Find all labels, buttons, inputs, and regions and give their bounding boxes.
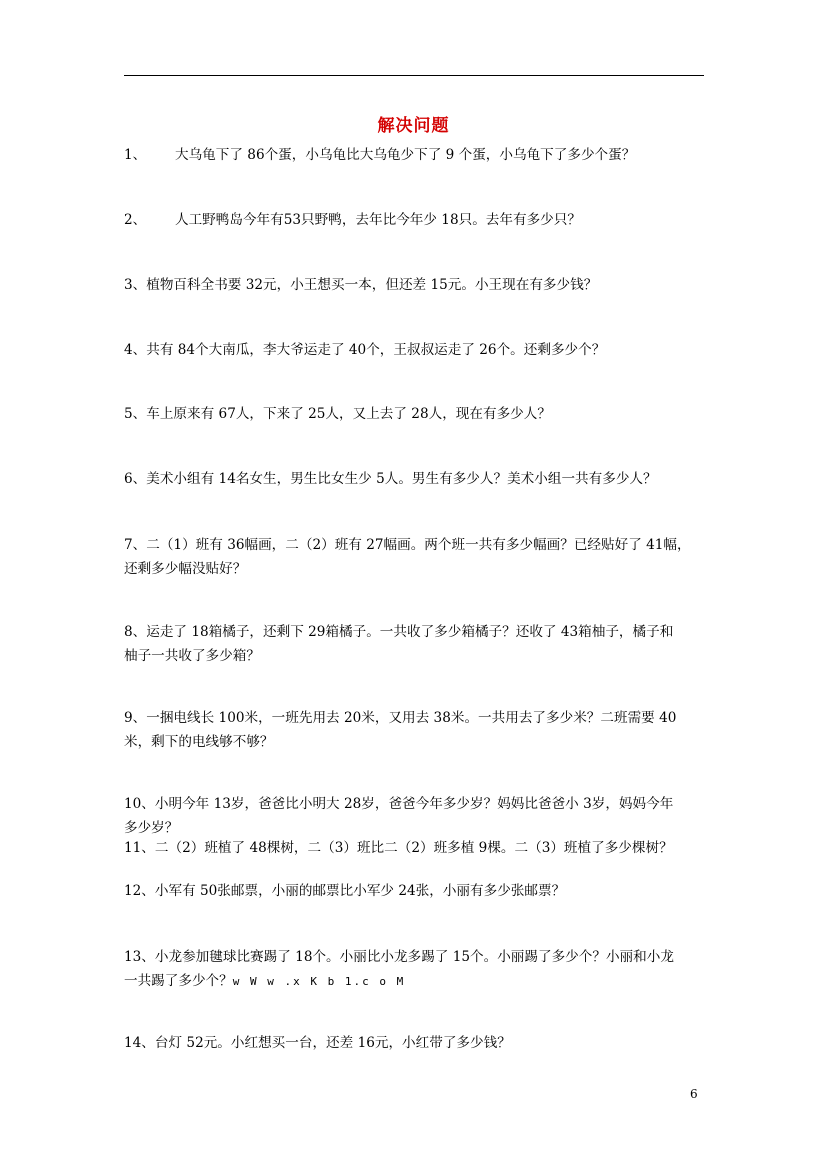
- question-line: [124, 1031, 706, 1055]
- question-line: [124, 143, 706, 167]
- question-line: [124, 706, 706, 730]
- question-text: 大乌龟下了 86个蛋，小乌龟比大乌龟少下了 9 个蛋，小乌龟下了多少个蛋？: [175, 147, 636, 163]
- question-text: 还剩多少幅没贴好？: [124, 561, 247, 577]
- question-text: 小龙参加毽球比赛踢了 18个。小丽比小龙多踢了 15个。小丽踢了多少个？小丽和小龙: [154, 949, 674, 965]
- question-1: [124, 143, 706, 167]
- question-text: 人工野鸭岛今年有53只野鸭，去年比今年少 18只。去年有多少只？: [175, 212, 581, 228]
- question-text: 一捆电线长 100米，一班先用去 20米，又用去 38米。一共用去了多少米？二班需要 40: [146, 710, 677, 726]
- question-number: 10、: [124, 796, 155, 812]
- question-14: [124, 1031, 706, 1055]
- question-text: 米，剩下的电线够不够？: [124, 734, 274, 750]
- question-text: 多少岁？: [124, 820, 179, 836]
- question-number: 7、: [124, 537, 147, 553]
- question-12: [124, 879, 706, 903]
- question-text: 运走了 18箱橘子，还剩下 29箱橘子。一共收了多少箱橘子？还收了 43箱柚子，橘子和: [146, 624, 674, 640]
- question-line: [124, 945, 706, 969]
- question-line: [124, 730, 706, 754]
- question-line: [124, 402, 706, 426]
- question-text: 二（2）班植了 48棵树，二（3）班比二（2）班多植 9棵。二（3）班植了多少棵树？: [154, 840, 673, 856]
- question-line: [124, 620, 706, 644]
- question-line: [124, 792, 706, 816]
- question-text: 一共踢了多少个？: [124, 973, 233, 989]
- watermark-text: w W w .x K b 1.c o M: [232, 975, 406, 988]
- question-number: 3、: [124, 277, 147, 293]
- question-line: [124, 273, 706, 297]
- question-text: 植物百科全书要 32元，小王想买一本，但还差 15元。小王现在有多少钱？: [146, 277, 598, 293]
- question-number: 8、: [124, 624, 147, 640]
- question-6: [124, 467, 706, 491]
- question-number: 9、: [124, 710, 147, 726]
- question-line: [124, 338, 706, 362]
- question-text: 美术小组有 14名女生，男生比女生少 5人。男生有多少人？美术小组一共有多少人？: [146, 471, 657, 487]
- question-number: 1、: [124, 147, 147, 163]
- question-13: [124, 945, 706, 994]
- question-text: 小军有 50张邮票，小丽的邮票比小军少 24张，小丽有多少张邮票？: [154, 883, 566, 899]
- question-10: [124, 792, 706, 840]
- question-line: [124, 557, 706, 581]
- question-text: 共有 84个大南瓜，李大爷运走了 40个，王叔叔运走了 26个。还剩多少个？: [146, 342, 606, 358]
- question-line: [124, 533, 706, 557]
- question-2: [124, 208, 706, 232]
- question-line: [124, 879, 706, 903]
- question-number: 4、: [124, 342, 147, 358]
- question-line: [124, 208, 706, 232]
- question-text: 车上原来有 67人，下来了 25人，又上去了 28人，现在有多少人？: [146, 406, 551, 422]
- question-text: 二（1）班有 36幅画，二（2）班有 27幅画。两个班一共有多少幅画？已经贴好了 41幅，: [146, 537, 691, 553]
- question-text: 小明今年 13岁，爸爸比小明大 28岁，爸爸今年多少岁？妈妈比爸爸小 3岁，妈妈今年: [154, 796, 674, 812]
- question-text: 柚子一共收了多少箱？: [124, 648, 260, 664]
- question-11: [124, 836, 706, 860]
- page-number: 6: [690, 1087, 698, 1101]
- question-4: [124, 338, 706, 362]
- question-3: [124, 273, 706, 297]
- question-number: 5、: [124, 406, 147, 422]
- question-7: [124, 533, 706, 581]
- question-line: [124, 969, 706, 994]
- question-line: [124, 467, 706, 491]
- question-5: [124, 402, 706, 426]
- question-8: [124, 620, 706, 668]
- question-number: 11、: [124, 840, 155, 856]
- question-9: [124, 706, 706, 754]
- question-number: 14、: [124, 1035, 155, 1051]
- question-text: 台灯 52元。小红想买一台，还差 16元，小红带了多少钱？: [154, 1035, 511, 1051]
- question-line: [124, 644, 706, 668]
- page-title: 解决问题: [377, 116, 450, 136]
- question-number: 13、: [124, 949, 155, 965]
- question-number: 12、: [124, 883, 155, 899]
- question-number: 6、: [124, 471, 147, 487]
- header-rule: [124, 75, 704, 76]
- question-number: 2、: [124, 212, 147, 228]
- question-line: [124, 836, 706, 860]
